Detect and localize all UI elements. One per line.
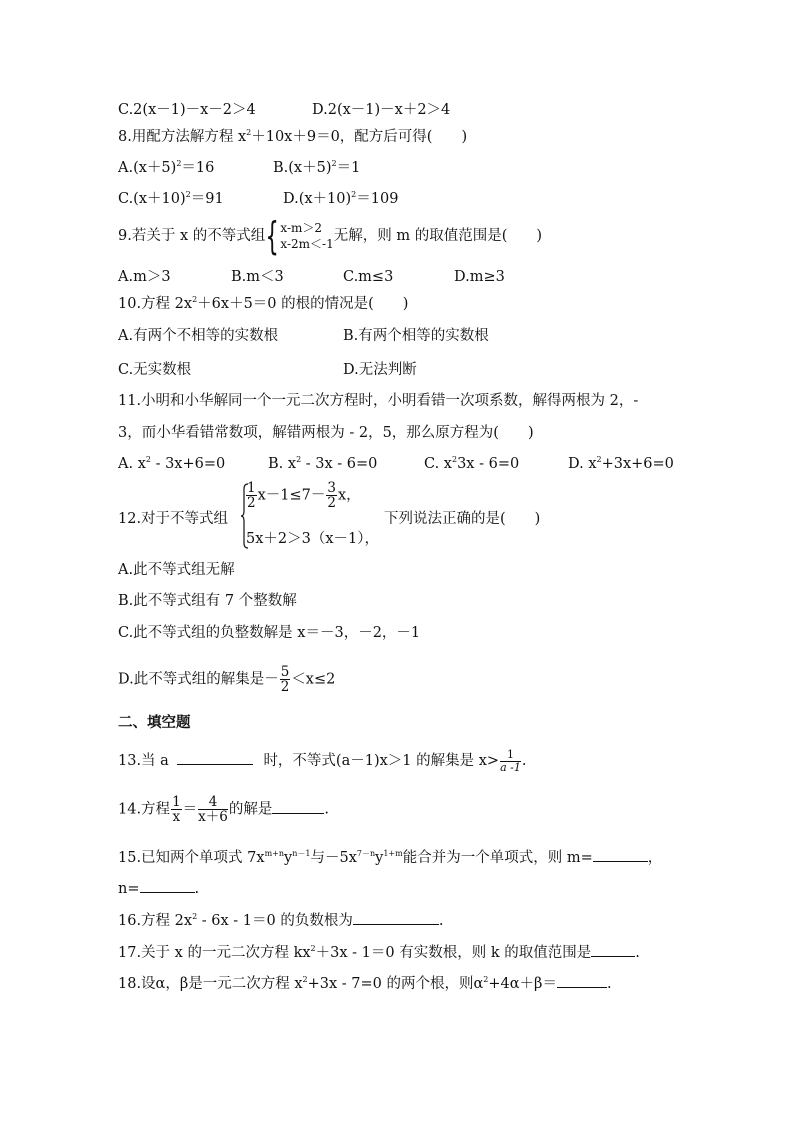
q15-line-1 <box>118 847 662 867</box>
q11-option-a-exponent: 2 <box>145 455 151 464</box>
q14-answer-blank[interactable] <box>272 799 324 814</box>
q9-inequality-system <box>280 220 333 252</box>
q8-option-b-exponent: 2 <box>331 159 337 168</box>
q8-stem-text-b: ＋10x＋9＝0，配方后可得( ) <box>251 129 468 145</box>
q8-option-b-text-b: ＝1 <box>336 160 361 176</box>
q13-text-b: 时，不等式(a－1)x＞1 的解集是 x> <box>263 753 500 770</box>
q10-option-b: B.有两个相等的实数根 <box>343 328 489 344</box>
q9-stem <box>118 214 543 258</box>
q8-option-c-exponent: 2 <box>185 190 191 199</box>
q11-option-d <box>568 455 674 473</box>
section-title-fill-in-blank: 二、填空题 <box>118 715 191 731</box>
q15-line-2 <box>118 878 199 898</box>
q12-option-d <box>118 665 335 694</box>
q10-option-c: C.无实数根 <box>118 362 192 378</box>
q8-option-d-exponent: 2 <box>351 190 357 199</box>
q14-fraction-right-num: 4 <box>198 795 228 810</box>
q11-option-b-text-b: - 3x - 6=0 <box>301 456 378 472</box>
q14-text-b: 的解是 <box>228 801 273 818</box>
q12-option-d-text-b: ＜x≤2 <box>291 671 336 688</box>
q15-n-answer-blank[interactable] <box>140 878 195 893</box>
q9-stem-text-a: 9.若关于 x 的不等式组 <box>118 228 266 244</box>
q17-text-b: ＋3x - 1＝0 有实数根，则 k 的取值范围是 <box>315 945 592 961</box>
q10-stem <box>118 295 408 313</box>
q15-m-answer-blank[interactable] <box>593 847 648 862</box>
q9-option-d: D.m≥3 <box>454 269 505 285</box>
q8-option-a <box>118 159 214 177</box>
q11-option-a <box>118 455 225 473</box>
q11-option-c-text-b: 3x - 6=0 <box>457 456 520 472</box>
q12-fraction-1-den: 2 <box>247 495 256 512</box>
q18-text-d: . <box>606 976 612 992</box>
q13-fraction-num: 1 <box>500 749 521 762</box>
q12-option-c: C.此不等式组的负整数解是 x＝－3，－2，－1 <box>118 625 421 641</box>
q14-text-c: . <box>324 801 329 818</box>
q9-inequality-2: x-2m＜-1 <box>280 237 334 251</box>
q8-option-a-exponent: 2 <box>176 159 182 168</box>
q13-answer-blank[interactable] <box>177 750 253 765</box>
q8-option-c <box>118 190 224 208</box>
q14-fraction-left-den: x <box>172 809 181 826</box>
q11-option-c-exponent: 2 <box>451 455 458 464</box>
q15-n-label: n= <box>118 881 140 897</box>
q12-fraction-2-den: 2 <box>327 495 336 512</box>
q13-fraction-den: a -1 <box>500 760 521 774</box>
q14 <box>118 795 329 824</box>
q9-inequality-1: x-m＞2 <box>280 221 323 235</box>
q16-text-b: - 6x - 1＝0 的负数根为 <box>197 913 353 929</box>
q9-option-a: A.m＞3 <box>118 269 171 285</box>
q10-option-d: D.无法判断 <box>343 362 417 378</box>
q11-option-b <box>268 455 377 473</box>
q11-option-a-text-b: - 3x+6=0 <box>150 456 226 472</box>
q11-option-c-text-a: C. x <box>424 456 452 472</box>
q15-text-a: 15.已知两个单项式 7x <box>118 850 265 866</box>
q9-stem-text-b: 无解，则 m 的取值范围是( ) <box>333 228 543 244</box>
q11-option-d-text-a: D. x <box>568 456 597 472</box>
q13-text-c: . <box>521 753 527 770</box>
q12-option-b: B.此不等式组有 7 个整数解 <box>118 593 297 609</box>
q9-option-c: C.m≤3 <box>343 269 394 285</box>
q11-option-c <box>424 455 519 473</box>
q12-fraction-1 <box>246 481 257 510</box>
q15-text-g: . <box>194 881 200 897</box>
q18-text-a: 18.设α，β是一元二次方程 x <box>118 976 303 992</box>
q8-stem-text-a: 8.用配方法解方程 x <box>118 129 247 145</box>
q12-option-d-text-a: D.此不等式组的解集是－ <box>118 671 279 688</box>
q12-fraction-2 <box>326 481 337 510</box>
q9-option-b: B.m＜3 <box>231 269 284 285</box>
q10-option-a: A.有两个不相等的实数根 <box>118 328 279 344</box>
q14-fraction-left <box>171 795 182 824</box>
q10-stem-text-a: 10.方程 2x <box>118 296 193 312</box>
q11-option-b-exponent: 2 <box>296 455 302 464</box>
q12-option-d-fraction <box>280 665 291 694</box>
q7-option-c: C.2(x－1)－x－2＞4 <box>118 102 256 118</box>
q13 <box>118 749 526 773</box>
q8-option-d-text-b: ＝109 <box>356 191 399 207</box>
q15-exponent-2: n－1 <box>292 849 311 858</box>
q17 <box>118 942 640 962</box>
q11-option-a-text-a: A. x <box>118 456 146 472</box>
q17-text-a: 17.关于 x 的一元二次方程 kx <box>118 945 311 961</box>
q11-option-b-text-a: B. x <box>268 456 297 472</box>
q8-option-b-text-a: B.(x＋5) <box>273 160 332 176</box>
q9-brace: { <box>265 214 279 258</box>
q8-option-a-text-a: A.(x＋5) <box>118 160 177 176</box>
q12-fraction-2-num: 3 <box>327 480 336 496</box>
q14-equals: ＝ <box>182 801 198 818</box>
q11-stem-line-1: 11.小明和小华解同一个一元二次方程时，小明看错一次项系数，解得两根为 2，- <box>118 393 639 409</box>
q16-text-a: 16.方程 2x <box>118 913 193 929</box>
q8-option-a-text-b: ＝16 <box>181 160 215 176</box>
q14-fraction-right-den: x＋6 <box>198 809 228 826</box>
q17-answer-blank[interactable] <box>591 942 635 957</box>
q18-answer-blank[interactable] <box>557 973 607 988</box>
q18-exponent-1: 2 <box>302 975 308 984</box>
q8-option-c-text-b: ＝91 <box>190 191 224 207</box>
q8-option-b <box>273 159 360 177</box>
q14-fraction-left-num: 1 <box>172 794 181 810</box>
q8-option-d-text-a: D.(x＋10) <box>283 191 352 207</box>
q10-stem-exponent: 2 <box>192 295 198 304</box>
q14-text-a: 14.方程 <box>118 801 171 818</box>
q7-option-d: D.2(x－1)－x＋2＞4 <box>312 102 451 118</box>
q8-stem-exponent: 2 <box>246 128 252 137</box>
q18-text-c: +4α＋β＝ <box>488 976 557 992</box>
q15-exponent-1: m+n <box>264 849 285 858</box>
q15-text-f: ， <box>647 850 663 866</box>
q16-exponent: 2 <box>192 912 198 921</box>
q14-fraction-right <box>198 795 228 824</box>
q15-exponent-4: 1+m <box>383 849 403 858</box>
q18 <box>118 973 612 993</box>
q12-inequality-1-end: x， <box>337 487 361 504</box>
q12-inequality-2: 5x＋2＞3（x－1）， <box>246 531 380 547</box>
q16-answer-blank[interactable] <box>353 910 439 925</box>
q13-text-a: 13.当 a <box>118 753 169 770</box>
q12-option-d-fraction-num: 5 <box>280 664 290 680</box>
q12-inequality-1 <box>245 481 361 510</box>
q8-option-d <box>283 190 398 208</box>
q12-stem-text-a: 12.对于不等式组 <box>118 511 229 527</box>
q11-stem-line-2: 3，而小华看错常数项，解错两根为 - 2，5，那么原方程为( ) <box>118 425 534 441</box>
q12-inequality-1-mid: x－1≤7－ <box>257 487 326 504</box>
q15-text-c: 与－5x <box>310 850 357 866</box>
q8-stem <box>118 128 467 146</box>
q12-option-a: A.此不等式组无解 <box>118 562 235 578</box>
q18-text-b: +3x - 7=0 的两个根，则α <box>307 976 484 992</box>
q12-option-d-fraction-den: 2 <box>280 679 290 696</box>
q17-text-c: . <box>635 945 640 961</box>
q15-text-b: y <box>284 850 293 866</box>
q13-fraction <box>500 749 521 773</box>
q12-stem-text-b: 下列说法正确的是( ) <box>384 511 541 527</box>
q12-fraction-1-num: 1 <box>247 480 256 496</box>
q18-exponent-2: 2 <box>483 975 489 984</box>
q8-option-c-text-a: C.(x＋10) <box>118 191 186 207</box>
q17-exponent: 2 <box>310 944 316 953</box>
q15-text-e: 能合并为一个单项式，则 m= <box>402 850 593 866</box>
q15-text-d: y <box>375 850 384 866</box>
q15-exponent-3: 7－n <box>356 849 376 858</box>
q11-option-d-text-b: +3x+6=0 <box>601 456 674 472</box>
q11-option-d-exponent: 2 <box>596 455 602 464</box>
q10-stem-text-b: ＋6x＋5＝0 的根的情况是( ) <box>197 296 409 312</box>
q16-text-c: . <box>438 913 444 929</box>
q16 <box>118 910 443 930</box>
